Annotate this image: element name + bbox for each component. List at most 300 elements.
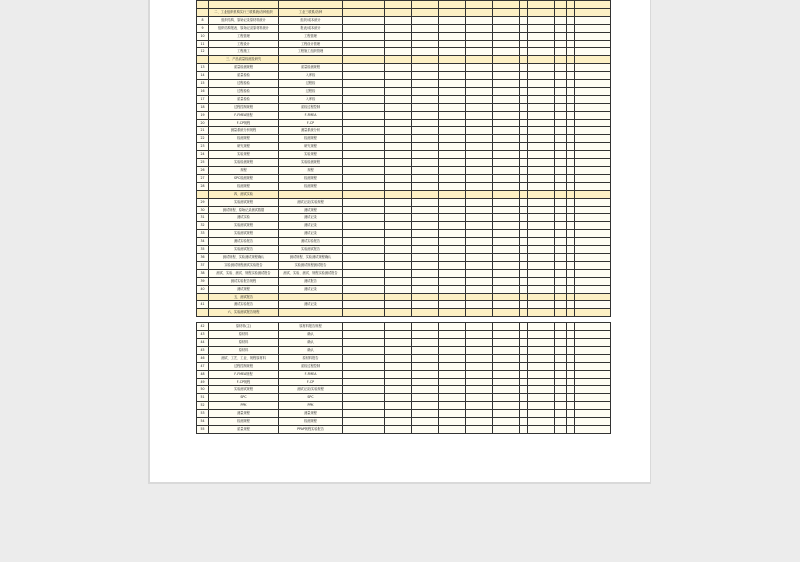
empty-cell: [466, 159, 493, 167]
empty-cell: [520, 402, 528, 410]
empty-cell: [493, 301, 520, 309]
empty-cell: [412, 167, 439, 175]
empty-cell: [439, 72, 466, 80]
empty-cell: [343, 72, 385, 80]
empty-cell: [412, 40, 439, 48]
empty-cell: [343, 378, 385, 386]
empty-cell: [439, 206, 466, 214]
empty-cell: [439, 269, 466, 277]
empty-cell: [555, 339, 567, 347]
table-row: [197, 24, 611, 32]
empty-cell: [412, 16, 439, 24]
empty-cell: [343, 48, 385, 56]
empty-cell: [493, 135, 520, 143]
empty-cell: [466, 426, 493, 434]
task-cell: 确认: [279, 346, 343, 354]
empty-cell: [567, 127, 575, 135]
empty-cell: [439, 323, 466, 331]
empty-cell: [528, 261, 555, 269]
empty-cell: [343, 277, 385, 285]
item-name-cell: 过程检验: [209, 87, 279, 95]
empty-cell: [528, 87, 555, 95]
row-number-cell: 30: [197, 206, 209, 214]
empty-cell: [520, 159, 528, 167]
row-number-cell: 40: [197, 285, 209, 293]
empty-cell: [520, 182, 528, 190]
empty-cell: [466, 331, 493, 339]
empty-cell: [528, 151, 555, 159]
empty-cell: [520, 323, 528, 331]
empty-cell: [528, 394, 555, 402]
empty-cell: [567, 48, 575, 56]
empty-cell: [567, 269, 575, 277]
item-name-cell: F-FMEA规程: [209, 111, 279, 119]
item-name-cell: 测量规程: [209, 410, 279, 418]
empty-cell: [555, 222, 567, 230]
item-name-cell: 工程设计: [209, 40, 279, 48]
empty-cell: [520, 87, 528, 95]
item-name-cell: 六、实验测试报告规程: [209, 309, 279, 317]
empty-cell: [520, 151, 528, 159]
task-cell: 实验规程: [279, 151, 343, 159]
empty-cell: [528, 309, 555, 317]
row-number-cell: [197, 293, 209, 301]
task-cell: 研究规程: [279, 143, 343, 151]
task-cell: 原材料报告: [279, 354, 343, 362]
empty-cell: [343, 418, 385, 426]
empty-cell: [493, 119, 520, 127]
empty-cell: [385, 64, 412, 72]
empty-cell: [412, 190, 439, 198]
empty-cell: [466, 24, 493, 32]
item-name-cell: 原材料(主): [209, 323, 279, 331]
empty-cell: [343, 410, 385, 418]
empty-cell: [439, 354, 466, 362]
table-row: [197, 151, 611, 159]
empty-cell: [567, 362, 575, 370]
task-cell: 测量规程: [279, 410, 343, 418]
item-name-cell: 实验测试规程: [209, 222, 279, 230]
empty-cell: [385, 198, 412, 206]
task-cell: 报表/成本统计: [279, 24, 343, 32]
table-row: [197, 48, 611, 56]
empty-cell: [575, 246, 611, 254]
empty-cell: [439, 151, 466, 159]
row-number-cell: 27: [197, 174, 209, 182]
empty-cell: [385, 418, 412, 426]
empty-cell: [385, 277, 412, 285]
empty-cell: [439, 370, 466, 378]
empty-cell: [567, 103, 575, 111]
empty-cell: [385, 1, 412, 9]
task-cell: F-CP: [279, 378, 343, 386]
table-row: [197, 111, 611, 119]
empty-cell: [439, 135, 466, 143]
empty-cell: [528, 40, 555, 48]
empty-cell: [493, 222, 520, 230]
empty-cell: [466, 167, 493, 175]
empty-cell: [493, 56, 520, 64]
empty-cell: [567, 40, 575, 48]
row-number-cell: 18: [197, 103, 209, 111]
empty-cell: [439, 103, 466, 111]
empty-cell: [343, 8, 385, 16]
empty-cell: [439, 394, 466, 402]
empty-cell: [520, 293, 528, 301]
empty-cell: [343, 214, 385, 222]
item-name-cell: 实验检测规程: [209, 159, 279, 167]
empty-cell: [520, 246, 528, 254]
empty-cell: [528, 135, 555, 143]
empty-cell: [575, 16, 611, 24]
empty-cell: [466, 111, 493, 119]
empty-cell: [439, 246, 466, 254]
task-cell: 确认: [279, 339, 343, 347]
table-row: [197, 253, 611, 261]
empty-cell: [575, 40, 611, 48]
empty-cell: [520, 214, 528, 222]
empty-cell: [439, 293, 466, 301]
empty-cell: [439, 119, 466, 127]
empty-cell: [520, 222, 528, 230]
empty-cell: [412, 354, 439, 362]
row-number-cell: 45: [197, 346, 209, 354]
item-name-cell: 实验测试规程测试实验报告: [209, 261, 279, 269]
empty-cell: [520, 378, 528, 386]
task-cell: F-CP: [279, 119, 343, 127]
item-name-cell: 测试规程: [209, 285, 279, 293]
row-number-cell: 22: [197, 135, 209, 143]
row-number-cell: 43: [197, 331, 209, 339]
empty-cell: [493, 331, 520, 339]
empty-cell: [528, 354, 555, 362]
item-name-cell: F-FMEA规程: [209, 370, 279, 378]
empty-cell: [439, 111, 466, 119]
empty-cell: [555, 174, 567, 182]
empty-cell: [567, 32, 575, 40]
empty-cell: [575, 56, 611, 64]
empty-cell: [493, 309, 520, 317]
empty-cell: [567, 135, 575, 143]
table-row: [197, 331, 611, 339]
empty-cell: [466, 238, 493, 246]
empty-cell: [493, 410, 520, 418]
empty-cell: [567, 72, 575, 80]
empty-cell: [493, 214, 520, 222]
empty-cell: [528, 95, 555, 103]
empty-cell: [575, 301, 611, 309]
task-cell: 测试记录: [279, 230, 343, 238]
empty-cell: [412, 72, 439, 80]
empty-cell: [466, 378, 493, 386]
empty-cell: [385, 206, 412, 214]
empty-cell: [567, 261, 575, 269]
empty-cell: [520, 269, 528, 277]
empty-cell: [439, 277, 466, 285]
table-row: [197, 370, 611, 378]
item-name-cell: 原材料: [209, 346, 279, 354]
empty-cell: [493, 370, 520, 378]
empty-cell: [439, 238, 466, 246]
empty-cell: [567, 354, 575, 362]
empty-cell: [567, 238, 575, 246]
empty-cell: [466, 198, 493, 206]
empty-cell: [412, 238, 439, 246]
task-cell: 质检过程控制: [279, 103, 343, 111]
empty-cell: [555, 253, 567, 261]
document-page: [150, 0, 650, 482]
empty-cell: [412, 426, 439, 434]
empty-cell: [528, 370, 555, 378]
empty-cell: [493, 293, 520, 301]
row-number-cell: 24: [197, 151, 209, 159]
empty-cell: [520, 174, 528, 182]
empty-cell: [555, 1, 567, 9]
empty-cell: [466, 261, 493, 269]
item-name-cell: 测试规程、实验测试规程确认: [209, 253, 279, 261]
empty-cell: [343, 246, 385, 254]
empty-cell: [385, 426, 412, 434]
empty-cell: [466, 174, 493, 182]
empty-cell: [385, 40, 412, 48]
empty-cell: [575, 95, 611, 103]
row-number-cell: 41: [197, 301, 209, 309]
task-cell: 测试记录/实验规程: [279, 198, 343, 206]
empty-cell: [385, 269, 412, 277]
empty-cell: [412, 339, 439, 347]
empty-cell: [555, 285, 567, 293]
empty-cell: [493, 87, 520, 95]
empty-cell: [412, 362, 439, 370]
empty-cell: [575, 111, 611, 119]
empty-cell: [528, 119, 555, 127]
empty-cell: [555, 40, 567, 48]
empty-cell: [343, 230, 385, 238]
empty-cell: [385, 354, 412, 362]
empty-cell: [439, 1, 466, 9]
empty-cell: [567, 198, 575, 206]
empty-cell: [555, 127, 567, 135]
item-name-cell: 组织结构报表、原始记录原材料统计: [209, 24, 279, 32]
empty-cell: [567, 95, 575, 103]
empty-cell: [493, 402, 520, 410]
task-cell: [279, 293, 343, 301]
empty-cell: [555, 402, 567, 410]
empty-cell: [385, 8, 412, 16]
task-cell: 测试记录: [279, 301, 343, 309]
item-name-cell: 研究规程: [209, 143, 279, 151]
table-row: [197, 339, 611, 347]
empty-cell: [439, 331, 466, 339]
empty-cell: [412, 323, 439, 331]
empty-cell: [555, 206, 567, 214]
empty-cell: [575, 151, 611, 159]
empty-cell: [528, 159, 555, 167]
empty-cell: [575, 143, 611, 151]
empty-cell: [412, 394, 439, 402]
empty-cell: [412, 378, 439, 386]
table-row: [197, 159, 611, 167]
empty-cell: [412, 32, 439, 40]
task-cell: 工程管理: [279, 32, 343, 40]
empty-cell: [567, 301, 575, 309]
empty-cell: [520, 362, 528, 370]
empty-cell: [567, 339, 575, 347]
empty-cell: [555, 159, 567, 167]
task-cell: F-FMEA: [279, 111, 343, 119]
row-number-cell: 37: [197, 261, 209, 269]
empty-cell: [493, 206, 520, 214]
empty-cell: [412, 64, 439, 72]
empty-cell: [555, 331, 567, 339]
task-cell: 原材料报告规程: [279, 323, 343, 331]
empty-cell: [520, 95, 528, 103]
empty-cell: [520, 354, 528, 362]
item-name-cell: 过程控制规程: [209, 103, 279, 111]
task-cell: 测试规程、实验测试规程确认: [279, 253, 343, 261]
empty-cell: [412, 293, 439, 301]
empty-cell: [520, 143, 528, 151]
table-row: [197, 143, 611, 151]
task-cell: 实验测试报告: [279, 246, 343, 254]
empty-cell: [567, 24, 575, 32]
empty-cell: [466, 151, 493, 159]
table-row: [197, 103, 611, 111]
empty-cell: [555, 72, 567, 80]
empty-cell: [439, 198, 466, 206]
empty-cell: [439, 339, 466, 347]
empty-cell: [575, 402, 611, 410]
empty-cell: [555, 16, 567, 24]
row-number-cell: 48: [197, 370, 209, 378]
task-cell: 测试记录: [279, 222, 343, 230]
empty-cell: [493, 40, 520, 48]
empty-cell: [466, 87, 493, 95]
empty-cell: [385, 48, 412, 56]
empty-cell: [575, 167, 611, 175]
empty-cell: [555, 103, 567, 111]
empty-cell: [575, 159, 611, 167]
empty-cell: [567, 56, 575, 64]
empty-cell: [528, 174, 555, 182]
empty-cell: [412, 135, 439, 143]
empty-cell: [567, 159, 575, 167]
empty-cell: [493, 143, 520, 151]
empty-cell: [385, 410, 412, 418]
empty-cell: [439, 80, 466, 88]
empty-cell: [439, 143, 466, 151]
task-cell: 规程: [279, 167, 343, 175]
empty-cell: [575, 285, 611, 293]
table-row: [197, 32, 611, 40]
empty-cell: [493, 16, 520, 24]
empty-cell: [385, 95, 412, 103]
empty-cell: [466, 386, 493, 394]
empty-cell: [439, 386, 466, 394]
empty-cell: [528, 331, 555, 339]
empty-cell: [528, 293, 555, 301]
empty-cell: [343, 159, 385, 167]
empty-cell: [343, 301, 385, 309]
empty-cell: [466, 40, 493, 48]
empty-cell: [385, 80, 412, 88]
empty-cell: [466, 103, 493, 111]
empty-cell: [343, 167, 385, 175]
empty-cell: [412, 143, 439, 151]
item-name-cell: [209, 1, 279, 9]
empty-cell: [412, 8, 439, 16]
item-name-cell: 测量系统分析规程: [209, 127, 279, 135]
empty-cell: [528, 111, 555, 119]
table-row: [197, 238, 611, 246]
task-cell: 组织/成本统计: [279, 16, 343, 24]
empty-cell: [439, 230, 466, 238]
empty-cell: [385, 127, 412, 135]
empty-cell: [575, 24, 611, 32]
empty-cell: [385, 394, 412, 402]
empty-cell: [466, 394, 493, 402]
empty-cell: [575, 362, 611, 370]
task-cell: 工业三联系/各种: [279, 8, 343, 16]
empty-cell: [575, 1, 611, 9]
task-cell: 测量系统分析: [279, 127, 343, 135]
empty-cell: [528, 103, 555, 111]
empty-cell: [528, 238, 555, 246]
item-name-cell: F-CP规程: [209, 378, 279, 386]
empty-cell: [343, 143, 385, 151]
task-cell: 检测规程: [279, 182, 343, 190]
empty-cell: [528, 246, 555, 254]
item-name-cell: F-CP规程: [209, 119, 279, 127]
task-cell: 工程设计管理: [279, 40, 343, 48]
empty-cell: [555, 418, 567, 426]
empty-cell: [520, 410, 528, 418]
empty-cell: [520, 111, 528, 119]
empty-cell: [493, 174, 520, 182]
empty-cell: [567, 222, 575, 230]
empty-cell: [528, 346, 555, 354]
empty-cell: [493, 151, 520, 159]
empty-cell: [412, 103, 439, 111]
empty-cell: [555, 214, 567, 222]
empty-cell: [575, 238, 611, 246]
item-name-cell: PPK: [209, 402, 279, 410]
table-row: [197, 346, 611, 354]
empty-cell: [567, 64, 575, 72]
empty-cell: [385, 174, 412, 182]
task-cell: 测试记录: [279, 285, 343, 293]
empty-cell: [575, 331, 611, 339]
row-number-cell: 16: [197, 87, 209, 95]
table-row: [197, 87, 611, 95]
empty-cell: [439, 309, 466, 317]
table-row: [197, 301, 611, 309]
empty-cell: [567, 111, 575, 119]
item-name-cell: 实验测试规程: [209, 230, 279, 238]
empty-cell: [528, 127, 555, 135]
empty-cell: [528, 16, 555, 24]
empty-cell: [520, 80, 528, 88]
empty-cell: [520, 339, 528, 347]
item-name-cell: 测试、工艺、工业、规程原材料: [209, 354, 279, 362]
empty-cell: [493, 103, 520, 111]
item-name-cell: 测试实验报告: [209, 301, 279, 309]
empty-cell: [493, 8, 520, 16]
empty-cell: [528, 198, 555, 206]
task-cell: 工程施工组织管理: [279, 48, 343, 56]
task-cell: 测试记录: [279, 214, 343, 222]
empty-cell: [528, 24, 555, 32]
